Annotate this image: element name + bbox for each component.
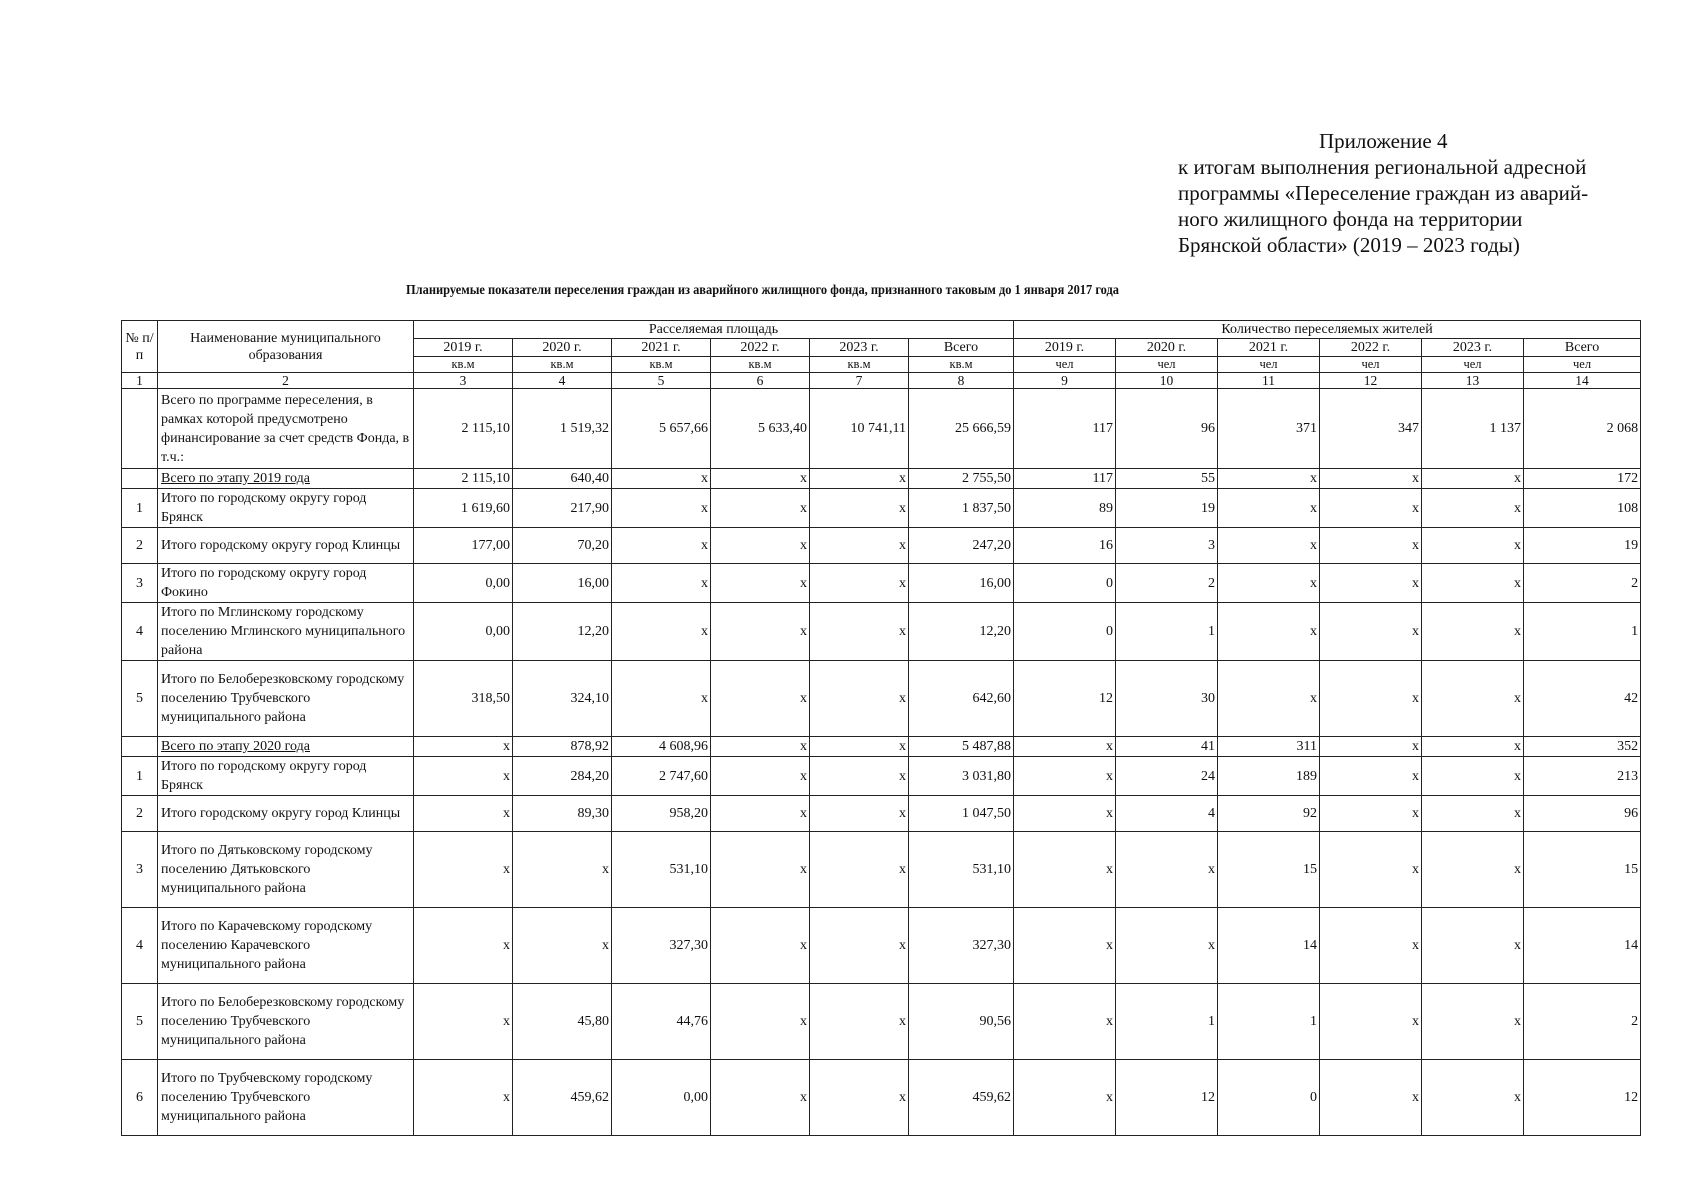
- people-value-cell: x: [1422, 832, 1524, 908]
- area-value-cell: x: [612, 528, 711, 564]
- area-value-cell: 531,10: [909, 832, 1014, 908]
- people-value-cell: x: [1422, 564, 1524, 603]
- area-value-cell: 459,62: [909, 1060, 1014, 1136]
- row-number: 6: [122, 1060, 158, 1136]
- people-value-cell: x: [1218, 564, 1320, 603]
- people-value-cell: 117: [1014, 469, 1116, 489]
- area-value-cell: 284,20: [513, 757, 612, 796]
- row-number: 4: [122, 603, 158, 661]
- area-value-cell: x: [810, 737, 909, 757]
- row-number: 3: [122, 832, 158, 908]
- appendix-line: ного жилищного фонда на территории: [1178, 207, 1523, 231]
- area-value-cell: x: [810, 603, 909, 661]
- area-value-cell: 2 115,10: [414, 469, 513, 489]
- people-value-cell: x: [1014, 832, 1116, 908]
- row-number: 5: [122, 984, 158, 1060]
- people-value-cell: x: [1218, 661, 1320, 737]
- area-value-cell: x: [513, 832, 612, 908]
- header-area-unit: кв.м: [414, 357, 513, 373]
- area-value-cell: x: [711, 737, 810, 757]
- area-value-cell: 0,00: [414, 564, 513, 603]
- people-value-cell: x: [1014, 757, 1116, 796]
- people-value-cell: 347: [1320, 389, 1422, 469]
- people-value-cell: x: [1320, 908, 1422, 984]
- header-people-year: 2022 г.: [1320, 339, 1422, 357]
- program-total-row: [122, 389, 1641, 469]
- people-value-cell: x: [1116, 908, 1218, 984]
- municipality-name: Итого городскому округу город Клинцы: [158, 528, 414, 564]
- column-number: 9: [1014, 373, 1116, 389]
- header-area-year: 2021 г.: [612, 339, 711, 357]
- area-value-cell: x: [711, 603, 810, 661]
- area-value-cell: x: [414, 796, 513, 832]
- header-area-group: Расселяемая площадь: [414, 321, 1014, 339]
- column-number: 7: [810, 373, 909, 389]
- area-value-cell: x: [810, 908, 909, 984]
- area-value-cell: x: [414, 1060, 513, 1136]
- column-number: 14: [1524, 373, 1641, 389]
- people-value-cell: 24: [1116, 757, 1218, 796]
- resettlement-table-container: [121, 320, 1641, 1136]
- people-value-cell: x: [1320, 737, 1422, 757]
- stage-total-row: [122, 469, 1641, 489]
- people-value-cell: x: [1422, 737, 1524, 757]
- area-value-cell: x: [711, 564, 810, 603]
- area-value-cell: 45,80: [513, 984, 612, 1060]
- people-value-cell: 0: [1014, 603, 1116, 661]
- area-value-cell: 5 657,66: [612, 389, 711, 469]
- area-value-cell: x: [414, 832, 513, 908]
- header-area-year: 2022 г.: [711, 339, 810, 357]
- row-number: [122, 737, 158, 757]
- area-value-cell: x: [711, 757, 810, 796]
- people-value-cell: 4: [1116, 796, 1218, 832]
- area-value-cell: 16,00: [909, 564, 1014, 603]
- people-value-cell: 117: [1014, 389, 1116, 469]
- people-value-cell: 352: [1524, 737, 1641, 757]
- area-value-cell: x: [810, 564, 909, 603]
- municipality-name: Итого городскому округу город Клинцы: [158, 796, 414, 832]
- people-value-cell: x: [1320, 469, 1422, 489]
- area-value-cell: x: [612, 564, 711, 603]
- people-value-cell: 2: [1524, 984, 1641, 1060]
- row-number: 5: [122, 661, 158, 737]
- header-area-unit: кв.м: [513, 357, 612, 373]
- people-value-cell: x: [1218, 489, 1320, 528]
- people-value-cell: x: [1320, 984, 1422, 1060]
- header-people-unit: чел: [1218, 357, 1320, 373]
- header-row-column-numbers: [122, 373, 1641, 389]
- area-value-cell: 70,20: [513, 528, 612, 564]
- document-title: Планируемые показатели переселения граждан из аварийного жилищного фонда, признанного таковым до 1 января 2017 года: [406, 282, 1120, 297]
- table-row: [122, 832, 1641, 908]
- header-area-year: 2019 г.: [414, 339, 513, 357]
- people-value-cell: 14: [1218, 908, 1320, 984]
- area-value-cell: 217,90: [513, 489, 612, 528]
- people-value-cell: 12: [1524, 1060, 1641, 1136]
- people-value-cell: 14: [1524, 908, 1641, 984]
- area-value-cell: x: [810, 528, 909, 564]
- people-value-cell: x: [1422, 796, 1524, 832]
- municipality-name: Итого по Трубчевскому городскому поселению Трубчевского муниципального района: [158, 1060, 414, 1136]
- municipality-name: Итого по Карачевскому городскому поселению Карачевского муниципального района: [158, 908, 414, 984]
- table-row: [122, 1060, 1641, 1136]
- header-people-year: 2020 г.: [1116, 339, 1218, 357]
- people-value-cell: x: [1014, 796, 1116, 832]
- column-number: 5: [612, 373, 711, 389]
- area-value-cell: x: [810, 796, 909, 832]
- column-number: 2: [158, 373, 414, 389]
- area-value-cell: 327,30: [612, 908, 711, 984]
- people-value-cell: 92: [1218, 796, 1320, 832]
- area-value-cell: x: [711, 796, 810, 832]
- column-number: 12: [1320, 373, 1422, 389]
- area-value-cell: 318,50: [414, 661, 513, 737]
- table-row: [122, 796, 1641, 832]
- people-value-cell: x: [1320, 528, 1422, 564]
- people-value-cell: 96: [1116, 389, 1218, 469]
- appendix-note: [1178, 128, 1648, 258]
- area-value-cell: 90,56: [909, 984, 1014, 1060]
- area-value-cell: x: [612, 661, 711, 737]
- header-row-groups: [122, 321, 1641, 339]
- appendix-line: программы «Переселение граждан из аварий-: [1178, 181, 1589, 205]
- people-value-cell: x: [1014, 908, 1116, 984]
- area-value-cell: x: [414, 908, 513, 984]
- area-value-cell: x: [810, 1060, 909, 1136]
- area-value-cell: x: [810, 469, 909, 489]
- table-row: [122, 489, 1641, 528]
- stage-total-row: [122, 737, 1641, 757]
- people-value-cell: 12: [1116, 1060, 1218, 1136]
- people-value-cell: 15: [1218, 832, 1320, 908]
- people-value-cell: x: [1218, 469, 1320, 489]
- header-people-unit: чел: [1320, 357, 1422, 373]
- area-value-cell: 642,60: [909, 661, 1014, 737]
- area-value-cell: x: [810, 661, 909, 737]
- appendix-line: Брянской области» (2019 – 2023 годы): [1178, 233, 1520, 257]
- area-value-cell: x: [612, 469, 711, 489]
- area-value-cell: x: [711, 489, 810, 528]
- area-value-cell: 324,10: [513, 661, 612, 737]
- header-area-unit: кв.м: [909, 357, 1014, 373]
- header-area-unit: кв.м: [810, 357, 909, 373]
- area-value-cell: 25 666,59: [909, 389, 1014, 469]
- people-value-cell: 96: [1524, 796, 1641, 832]
- municipality-name: Итого по Мглинскому городскому поселению Мглинского муниципального района: [158, 603, 414, 661]
- header-area-unit: кв.м: [612, 357, 711, 373]
- header-people-year: Всего: [1524, 339, 1641, 357]
- people-value-cell: 172: [1524, 469, 1641, 489]
- row-number: 1: [122, 489, 158, 528]
- municipality-name: Всего по этапу 2019 года: [158, 469, 414, 489]
- people-value-cell: 2: [1524, 564, 1641, 603]
- people-value-cell: x: [1320, 1060, 1422, 1136]
- people-value-cell: x: [1320, 661, 1422, 737]
- area-value-cell: 327,30: [909, 908, 1014, 984]
- people-value-cell: 19: [1116, 489, 1218, 528]
- people-value-cell: 1: [1524, 603, 1641, 661]
- row-number: 2: [122, 528, 158, 564]
- header-people-unit: чел: [1116, 357, 1218, 373]
- table-row: [122, 661, 1641, 737]
- area-value-cell: x: [711, 984, 810, 1060]
- area-value-cell: 640,40: [513, 469, 612, 489]
- area-value-cell: 0,00: [612, 1060, 711, 1136]
- table-row: [122, 908, 1641, 984]
- area-value-cell: x: [810, 489, 909, 528]
- area-value-cell: x: [414, 984, 513, 1060]
- area-value-cell: x: [612, 603, 711, 661]
- header-people-unit: чел: [1524, 357, 1641, 373]
- people-value-cell: 1 137: [1422, 389, 1524, 469]
- people-value-cell: 16: [1014, 528, 1116, 564]
- municipality-name: Итого по городскому округу город Брянск: [158, 489, 414, 528]
- people-value-cell: 55: [1116, 469, 1218, 489]
- row-number: 1: [122, 757, 158, 796]
- people-value-cell: x: [1320, 489, 1422, 528]
- people-value-cell: x: [1320, 796, 1422, 832]
- header-name: Наименование муниципального образования: [158, 321, 414, 373]
- area-value-cell: 878,92: [513, 737, 612, 757]
- resettlement-table: [121, 320, 1641, 1136]
- area-value-cell: 3 031,80: [909, 757, 1014, 796]
- column-number: 3: [414, 373, 513, 389]
- row-number: [122, 469, 158, 489]
- area-value-cell: 5 633,40: [711, 389, 810, 469]
- area-value-cell: x: [711, 1060, 810, 1136]
- header-people-group: Количество переселяемых жителей: [1014, 321, 1641, 339]
- column-number: 1: [122, 373, 158, 389]
- people-value-cell: 3: [1116, 528, 1218, 564]
- area-value-cell: 2 755,50: [909, 469, 1014, 489]
- people-value-cell: 108: [1524, 489, 1641, 528]
- area-value-cell: 0,00: [414, 603, 513, 661]
- column-number: 8: [909, 373, 1014, 389]
- people-value-cell: x: [1320, 832, 1422, 908]
- header-people-year: 2019 г.: [1014, 339, 1116, 357]
- header-people-year: 2023 г.: [1422, 339, 1524, 357]
- people-value-cell: x: [1422, 489, 1524, 528]
- header-no: № п/п: [122, 321, 158, 373]
- area-value-cell: x: [711, 832, 810, 908]
- people-value-cell: x: [1320, 757, 1422, 796]
- municipality-name: Всего по программе переселения, в рамках которой предусмотрено финансирование за счет средств Фонда, в т.ч.:: [158, 389, 414, 469]
- people-value-cell: x: [1422, 661, 1524, 737]
- column-number: 10: [1116, 373, 1218, 389]
- area-value-cell: 5 487,88: [909, 737, 1014, 757]
- people-value-cell: x: [1422, 757, 1524, 796]
- people-value-cell: 1: [1218, 984, 1320, 1060]
- area-value-cell: x: [711, 908, 810, 984]
- table-row: [122, 757, 1641, 796]
- column-number: 13: [1422, 373, 1524, 389]
- people-value-cell: 15: [1524, 832, 1641, 908]
- people-value-cell: x: [1422, 984, 1524, 1060]
- municipality-name: Итого по Дятьковскому городскому поселению Дятьковского муниципального района: [158, 832, 414, 908]
- people-value-cell: x: [1422, 469, 1524, 489]
- people-value-cell: x: [1014, 737, 1116, 757]
- column-number: 11: [1218, 373, 1320, 389]
- header-people-unit: чел: [1014, 357, 1116, 373]
- header-area-year: 2020 г.: [513, 339, 612, 357]
- area-value-cell: x: [810, 832, 909, 908]
- people-value-cell: 1: [1116, 984, 1218, 1060]
- people-value-cell: 213: [1524, 757, 1641, 796]
- area-value-cell: 12,20: [513, 603, 612, 661]
- area-value-cell: 1 837,50: [909, 489, 1014, 528]
- table-row: [122, 564, 1641, 603]
- people-value-cell: 2: [1116, 564, 1218, 603]
- area-value-cell: 1 047,50: [909, 796, 1014, 832]
- area-value-cell: 177,00: [414, 528, 513, 564]
- people-value-cell: 30: [1116, 661, 1218, 737]
- people-value-cell: 0: [1218, 1060, 1320, 1136]
- area-value-cell: 1 519,32: [513, 389, 612, 469]
- area-value-cell: x: [414, 757, 513, 796]
- people-value-cell: x: [1218, 528, 1320, 564]
- people-value-cell: 1: [1116, 603, 1218, 661]
- row-number: 2: [122, 796, 158, 832]
- area-value-cell: 2 747,60: [612, 757, 711, 796]
- people-value-cell: 89: [1014, 489, 1116, 528]
- people-value-cell: 0: [1014, 564, 1116, 603]
- area-value-cell: x: [513, 908, 612, 984]
- area-value-cell: 459,62: [513, 1060, 612, 1136]
- header-area-year: Всего: [909, 339, 1014, 357]
- people-value-cell: 19: [1524, 528, 1641, 564]
- area-value-cell: x: [711, 469, 810, 489]
- people-value-cell: 371: [1218, 389, 1320, 469]
- people-value-cell: 12: [1014, 661, 1116, 737]
- area-value-cell: 44,76: [612, 984, 711, 1060]
- row-number: 4: [122, 908, 158, 984]
- people-value-cell: x: [1422, 908, 1524, 984]
- area-value-cell: x: [711, 661, 810, 737]
- appendix-line: Приложение 4: [1319, 129, 1448, 153]
- municipality-name: Итого по городскому округу город Брянск: [158, 757, 414, 796]
- people-value-cell: x: [1422, 1060, 1524, 1136]
- area-value-cell: 531,10: [612, 832, 711, 908]
- people-value-cell: x: [1320, 603, 1422, 661]
- people-value-cell: 2 068: [1524, 389, 1641, 469]
- area-value-cell: 4 608,96: [612, 737, 711, 757]
- table-row: [122, 984, 1641, 1060]
- area-value-cell: x: [810, 757, 909, 796]
- column-number: 4: [513, 373, 612, 389]
- municipality-name: Итого по Белоберезковскому городскому поселению Трубчевского муниципального района: [158, 984, 414, 1060]
- area-value-cell: 89,30: [513, 796, 612, 832]
- people-value-cell: x: [1422, 603, 1524, 661]
- header-people-unit: чел: [1422, 357, 1524, 373]
- area-value-cell: x: [810, 984, 909, 1060]
- header-area-year: 2023 г.: [810, 339, 909, 357]
- table-row: [122, 603, 1641, 661]
- row-number: [122, 389, 158, 469]
- area-value-cell: x: [612, 489, 711, 528]
- area-value-cell: 16,00: [513, 564, 612, 603]
- municipality-name: Итого по городскому округу город Фокино: [158, 564, 414, 603]
- table-row: [122, 528, 1641, 564]
- people-value-cell: 41: [1116, 737, 1218, 757]
- people-value-cell: x: [1116, 832, 1218, 908]
- area-value-cell: 958,20: [612, 796, 711, 832]
- municipality-name: Итого по Белоберезковскому городскому поселению Трубчевского муниципального района: [158, 661, 414, 737]
- area-value-cell: 12,20: [909, 603, 1014, 661]
- people-value-cell: x: [1014, 984, 1116, 1060]
- header-area-unit: кв.м: [711, 357, 810, 373]
- people-value-cell: 189: [1218, 757, 1320, 796]
- area-value-cell: 1 619,60: [414, 489, 513, 528]
- people-value-cell: 42: [1524, 661, 1641, 737]
- area-value-cell: 2 115,10: [414, 389, 513, 469]
- area-value-cell: x: [711, 528, 810, 564]
- people-value-cell: x: [1422, 528, 1524, 564]
- people-value-cell: x: [1218, 603, 1320, 661]
- appendix-line: к итогам выполнения региональной адресной: [1178, 155, 1587, 179]
- people-value-cell: x: [1014, 1060, 1116, 1136]
- area-value-cell: 10 741,11: [810, 389, 909, 469]
- column-number: 6: [711, 373, 810, 389]
- header-people-year: 2021 г.: [1218, 339, 1320, 357]
- area-value-cell: x: [414, 737, 513, 757]
- row-number: 3: [122, 564, 158, 603]
- people-value-cell: x: [1320, 564, 1422, 603]
- municipality-name: Всего по этапу 2020 года: [158, 737, 414, 757]
- area-value-cell: 247,20: [909, 528, 1014, 564]
- people-value-cell: 311: [1218, 737, 1320, 757]
